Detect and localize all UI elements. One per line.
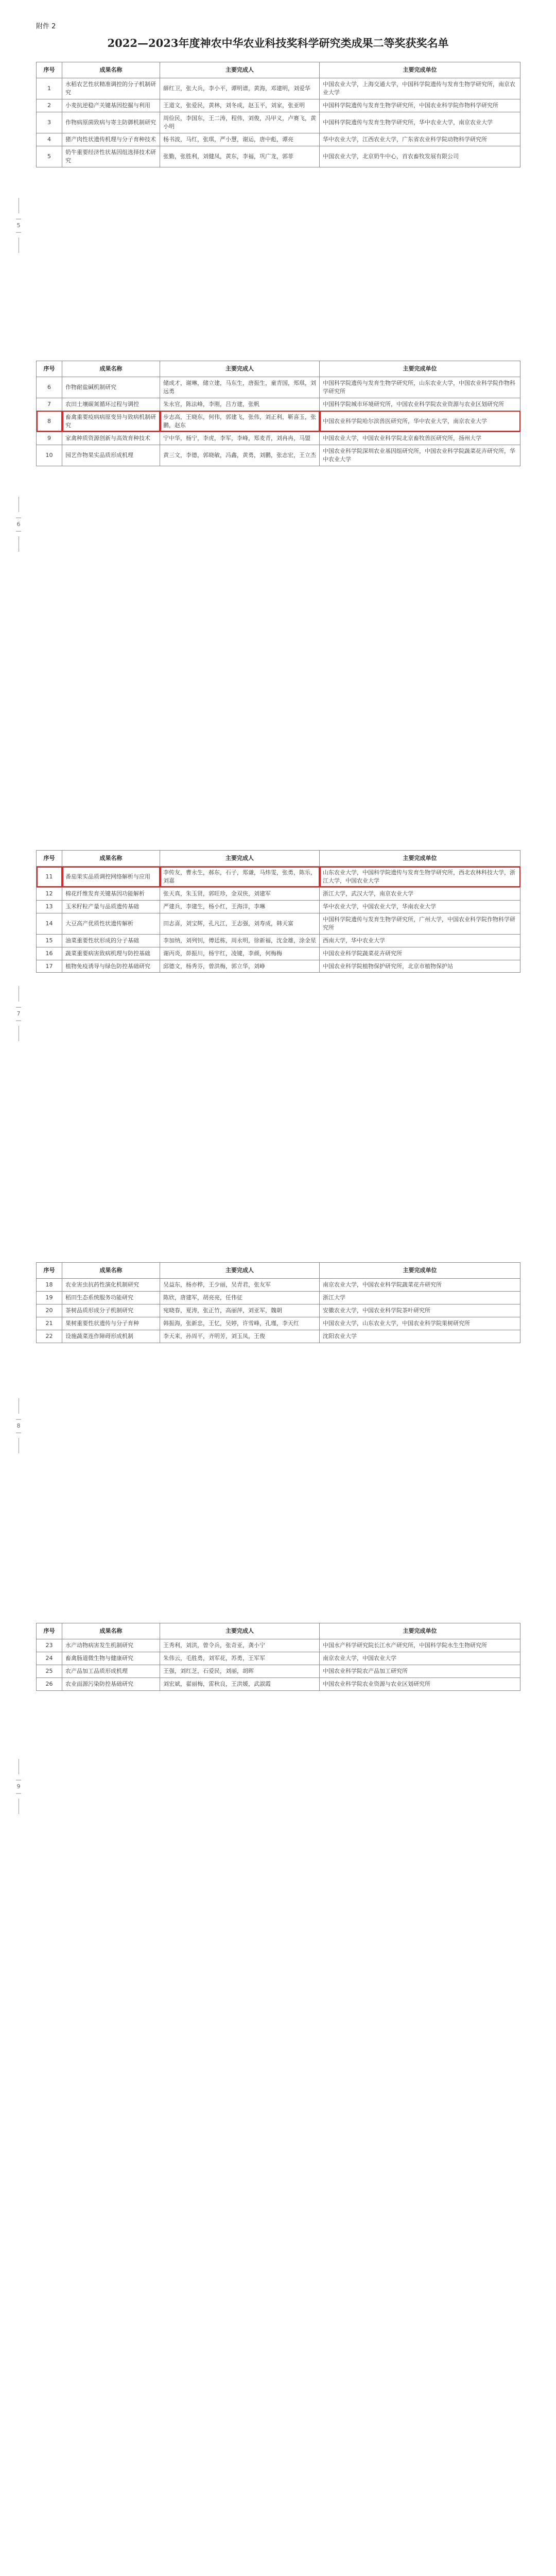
table-row	[37, 398, 520, 411]
table-row	[37, 867, 520, 888]
cell-name: 畜禽肠道微生物与健康研究	[62, 1652, 160, 1665]
cell-units: 安徽农业大学，中国农业科学院茶叶研究所	[320, 1304, 520, 1317]
table-page-5	[36, 1623, 520, 1691]
cell-name: 畜禽重要疫病病原变异与致病机制研究	[62, 411, 160, 432]
cell-units: 中国水产科学研究院长江水产研究所，中国科学院水生生物研究所	[320, 1639, 520, 1652]
cell-name: 农田土壤碳氮循环过程与调控	[62, 398, 160, 411]
table-row	[37, 1652, 520, 1665]
header-persons: 主要完成人	[160, 851, 320, 867]
award-table	[36, 361, 520, 466]
cell-units: 浙江大学，武汉大学，南京农业大学	[320, 887, 520, 900]
cell-units: 山东农业大学，中国科学院遗传与发育生物学研究所，西北农林科技大学，浙江大学，中国农业大学	[320, 867, 520, 888]
cell-name: 蔬菜重要病害致病机理与防控基础	[62, 947, 160, 960]
cell-name: 棉花纤维发育关键基因功能解析	[62, 887, 160, 900]
header-no: 序号	[37, 361, 62, 377]
cell-persons: 刘宏斌，翟丽梅，雷秋良，王洪媛，武淑霞	[160, 1677, 320, 1690]
cell-name: 番茄果实品质调控网络解析与应用	[62, 867, 160, 888]
table-header-row	[37, 851, 520, 867]
header-no: 序号	[37, 1263, 62, 1279]
header-units: 主要完成单位	[320, 361, 520, 377]
cell-no: 13	[37, 900, 62, 913]
cell-no: 4	[37, 133, 62, 146]
table-row	[37, 913, 520, 934]
cell-no: 8	[37, 411, 62, 432]
cell-name: 油菜重要性状形成的分子基础	[62, 934, 160, 947]
table-page-2	[36, 361, 520, 466]
table-row	[37, 1317, 520, 1330]
award-table	[36, 1623, 520, 1691]
cell-no: 6	[37, 377, 62, 398]
table-row	[37, 1677, 520, 1690]
cell-name: 小麦抗逆稳产关键基因挖掘与利用	[62, 99, 160, 112]
table-row	[37, 960, 520, 973]
table-header-row	[37, 361, 520, 377]
cell-persons: 张天真，朱玉贤，郭旺珍，金双侠，刘建军	[160, 887, 320, 900]
header-no: 序号	[37, 851, 62, 867]
cell-name: 奶牛重要经济性状基因组选择技术研究	[62, 146, 160, 167]
cell-units: 中国农业科学院深圳农业基因组研究所，中国农业科学院蔬菜花卉研究所，华中农业大学	[320, 445, 520, 466]
cell-persons: 储成才，谢琳，储立建，马东生，唐振生，童青国，郑琪，刘远勇	[160, 377, 320, 398]
cell-persons: 田志喜，刘宝辉，孔凡江，王志强，刘寿成，韩天富	[160, 913, 320, 934]
table-row	[37, 133, 520, 146]
table-row	[37, 947, 520, 960]
cell-name: 作物病原菌致病与寄主防御机制研究	[62, 112, 160, 133]
cell-units: 中国农业大学，上海交通大学，中国科学院遗传与发育生物学研究所，南京农业大学	[320, 78, 520, 99]
table-header-row	[37, 1263, 520, 1279]
page-number: — 9 —	[13, 1757, 24, 1816]
page-number: — 6 —	[13, 495, 24, 554]
cell-no: 2	[37, 99, 62, 112]
header-units: 主要完成单位	[320, 851, 520, 867]
cell-persons: 李传友，曹永生，郝东，石子，郑谦，马炜雯，张勇，陈乐，刘嘉	[160, 867, 320, 888]
cell-units: 沈阳农业大学	[320, 1330, 520, 1343]
cell-units: 华中农业大学，江西农业大学，广东省农业科学院动物科学研究所	[320, 133, 520, 146]
cell-no: 22	[37, 1330, 62, 1343]
table-row	[37, 377, 520, 398]
table-header-row	[37, 62, 520, 78]
table-row	[37, 1639, 520, 1652]
cell-name: 家禽种质资源创新与高效育种技术	[62, 432, 160, 445]
cell-persons: 陈欣，唐建军，胡亮亮，任伟征	[160, 1291, 320, 1304]
cell-no: 24	[37, 1652, 62, 1665]
cell-persons: 黄三文，李德，郭晓敏，冯鑫，黄勇，刘鹏，张志宏，王立杰	[160, 445, 320, 466]
header-persons: 主要完成人	[160, 1623, 320, 1639]
table-row	[37, 1665, 520, 1677]
cell-persons: 吴益东，杨亦桦，王少丽，吴青君，张友军	[160, 1279, 320, 1292]
header-persons: 主要完成人	[160, 62, 320, 78]
header-name: 成果名称	[62, 1623, 160, 1639]
cell-no: 17	[37, 960, 62, 973]
page-title: 2022—2023年度神农中华农业科技奖科学研究类成果二等奖获奖名单	[107, 37, 449, 49]
cell-no: 9	[37, 432, 62, 445]
cell-units: 中国科学院遗传与发育生物学研究所，广州大学，中国农业科学院作物科学研究所	[320, 913, 520, 934]
cell-units: 中国科学院城市环境研究所，中国农业科学院农业资源与农业区划研究所	[320, 398, 520, 411]
cell-persons: 周俭民，李国东，王二涛，程伟，刘俊，冯甲义，卢赛飞，黄小明	[160, 112, 320, 133]
header-units: 主要完成单位	[320, 62, 520, 78]
page-number: — 5 —	[13, 196, 24, 255]
cell-no: 12	[37, 887, 62, 900]
table-row	[37, 78, 520, 99]
cell-no: 10	[37, 445, 62, 466]
page-number: — 7 —	[13, 984, 24, 1043]
cell-name: 园艺作物果实品质形成机理	[62, 445, 160, 466]
table-row	[37, 1330, 520, 1343]
cell-persons: 张勤，张胜利，刘健凤，黄东，李福，巩广龙，郭菲	[160, 146, 320, 167]
cell-no: 16	[37, 947, 62, 960]
cell-name: 农产品加工品质形成机理	[62, 1665, 160, 1677]
cell-persons: 韩振海，张新忠，王忆，吴婷，许雪峰，孔瑾，李天红	[160, 1317, 320, 1330]
table-row	[37, 432, 520, 445]
cell-persons: 王强，刘红芝，石爱民，刘丽，胡晖	[160, 1665, 320, 1677]
cell-units: 中国农业科学院哈尔滨兽医研究所，华中农业大学，南京农业大学	[320, 411, 520, 432]
cell-persons: 宛晓春，夏涛，张正竹，高丽萍，刘亚军，魏朝	[160, 1304, 320, 1317]
header-units: 主要完成单位	[320, 1263, 520, 1279]
cell-units: 中国农业科学院蔬菜花卉研究所	[320, 947, 520, 960]
cell-units: 南京农业大学，中国农业大学	[320, 1652, 520, 1665]
cell-name: 农业害虫抗药性演化机制研究	[62, 1279, 160, 1292]
cell-persons: 薛红卫，张大兵，李小平，谭明谱，黄海，邓建明，刘爱华	[160, 78, 320, 99]
cell-no: 20	[37, 1304, 62, 1317]
cell-name: 茶树品质形成分子机制研究	[62, 1304, 160, 1317]
cell-name: 农业面源污染防控基础研究	[62, 1677, 160, 1690]
cell-no: 11	[37, 867, 62, 888]
header-no: 序号	[37, 62, 62, 78]
table-row	[37, 934, 520, 947]
cell-name: 大豆高产优质性状遗传解析	[62, 913, 160, 934]
cell-units: 浙江大学	[320, 1291, 520, 1304]
table-row	[37, 99, 520, 112]
table-page-1	[36, 62, 520, 167]
award-table	[36, 1262, 520, 1343]
header-persons: 主要完成人	[160, 1263, 320, 1279]
cell-persons: 邱德文，杨秀芬，曾洪梅，郭立华，刘峥	[160, 960, 320, 973]
cell-no: 23	[37, 1639, 62, 1652]
cell-no: 1	[37, 78, 62, 99]
cell-units: 中国科学院遗传与发育生物学研究所，中国农业科学院作物科学研究所	[320, 99, 520, 112]
cell-name: 水产动物病害发生机制研究	[62, 1639, 160, 1652]
page-number: — 8 —	[13, 1396, 24, 1455]
cell-persons: 谢丙炎，茆振川，杨宇红，凌键，李颜，何梅梅	[160, 947, 320, 960]
cell-name: 果树重要性状遗传与分子育种	[62, 1317, 160, 1330]
cell-no: 21	[37, 1317, 62, 1330]
cell-no: 26	[37, 1677, 62, 1690]
header-name: 成果名称	[62, 361, 160, 377]
cell-persons: 朱永官，陈法峰，李刚，吕方建，张帆	[160, 398, 320, 411]
cell-no: 18	[37, 1279, 62, 1292]
cell-persons: 王道文，张爱民，黄林，刘冬成，赵玉平，刘家，张亚明	[160, 99, 320, 112]
table-row	[37, 445, 520, 466]
annex-label: 附件 2	[36, 23, 56, 30]
cell-name: 水稻农艺性状精准调控的分子机制研究	[62, 78, 160, 99]
cell-name: 稻田生态系统服务功能研究	[62, 1291, 160, 1304]
cell-persons: 杨书波，马红，张琪，严小慧，谢运，唐中彪，谭亮	[160, 133, 320, 146]
table-header-row	[37, 1623, 520, 1639]
cell-persons: 王秀利，刘洪，曾令兵，张奇亚，龚小宁	[160, 1639, 320, 1652]
cell-no: 15	[37, 934, 62, 947]
cell-name: 作物耐盐碱机制研究	[62, 377, 160, 398]
cell-units: 华中农业大学，中国农业大学，华南农业大学	[320, 900, 520, 913]
cell-persons: 朱伟云，毛胜勇，刘军花，苏勇，王军军	[160, 1652, 320, 1665]
header-units: 主要完成单位	[320, 1623, 520, 1639]
cell-no: 7	[37, 398, 62, 411]
cell-no: 19	[37, 1291, 62, 1304]
table-row	[37, 411, 520, 432]
cell-name: 植物免疫诱导与绿色防控基础研究	[62, 960, 160, 973]
cell-units: 中国科学院遗传与发育生物学研究所，山东农业大学，中国农业科学院作物科学研究所	[320, 377, 520, 398]
cell-units: 中国农业大学，北京奶牛中心，首农畜牧发展有限公司	[320, 146, 520, 167]
cell-units: 南京农业大学，中国农业科学院蔬菜花卉研究所	[320, 1279, 520, 1292]
cell-units: 中国科学院遗传与发育生物学研究所，华中农业大学，南京农业大学	[320, 112, 520, 133]
table-page-4	[36, 1262, 520, 1343]
cell-units: 中国农业科学院农产品加工研究所	[320, 1665, 520, 1677]
cell-units: 中国农业科学院植物保护研究所，北京市植物保护站	[320, 960, 520, 973]
header-name: 成果名称	[62, 62, 160, 78]
cell-persons: 李加纳，刘列钊，傅廷栋，周永明，徐新福，沈金雄，涂金星	[160, 934, 320, 947]
award-table	[36, 850, 520, 973]
cell-units: 西南大学，华中农业大学	[320, 934, 520, 947]
cell-name: 猪产肉性状遗传机理与分子育种技术	[62, 133, 160, 146]
cell-no: 3	[37, 112, 62, 133]
table-row	[37, 1279, 520, 1292]
cell-units: 中国农业科学院农业资源与农业区划研究所	[320, 1677, 520, 1690]
cell-units: 中国农业大学，中国农业科学院北京畜牧兽医研究所，扬州大学	[320, 432, 520, 445]
table-row	[37, 1291, 520, 1304]
table-row	[37, 1304, 520, 1317]
cell-name: 设施蔬菜连作障碍形成机制	[62, 1330, 160, 1343]
table-row	[37, 146, 520, 167]
cell-persons: 宁中华，杨宁，李虎，李军，李峰，郑麦青，刘冉冉，马盟	[160, 432, 320, 445]
award-table	[36, 62, 520, 167]
header-persons: 主要完成人	[160, 361, 320, 377]
table-row	[37, 887, 520, 900]
cell-persons: 李天来，孙周平，齐明芳，刘玉凤，王俊	[160, 1330, 320, 1343]
table-page-3	[36, 850, 520, 973]
header-name: 成果名称	[62, 1263, 160, 1279]
cell-name: 玉米籽粒产量与品质遗传基础	[62, 900, 160, 913]
cell-persons: 严建兵，李建生，杨小红，王海洋，李琳	[160, 900, 320, 913]
header-name: 成果名称	[62, 851, 160, 867]
cell-units: 中国农业大学，山东农业大学，中国农业科学院果树研究所	[320, 1317, 520, 1330]
header-no: 序号	[37, 1623, 62, 1639]
cell-no: 25	[37, 1665, 62, 1677]
table-row	[37, 900, 520, 913]
cell-no: 14	[37, 913, 62, 934]
cell-no: 5	[37, 146, 62, 167]
cell-persons: 步志高，王晓东，何伟，郭建飞，张伟，刘正利，靳喜玉，张鹏，赵东	[160, 411, 320, 432]
table-row	[37, 112, 520, 133]
